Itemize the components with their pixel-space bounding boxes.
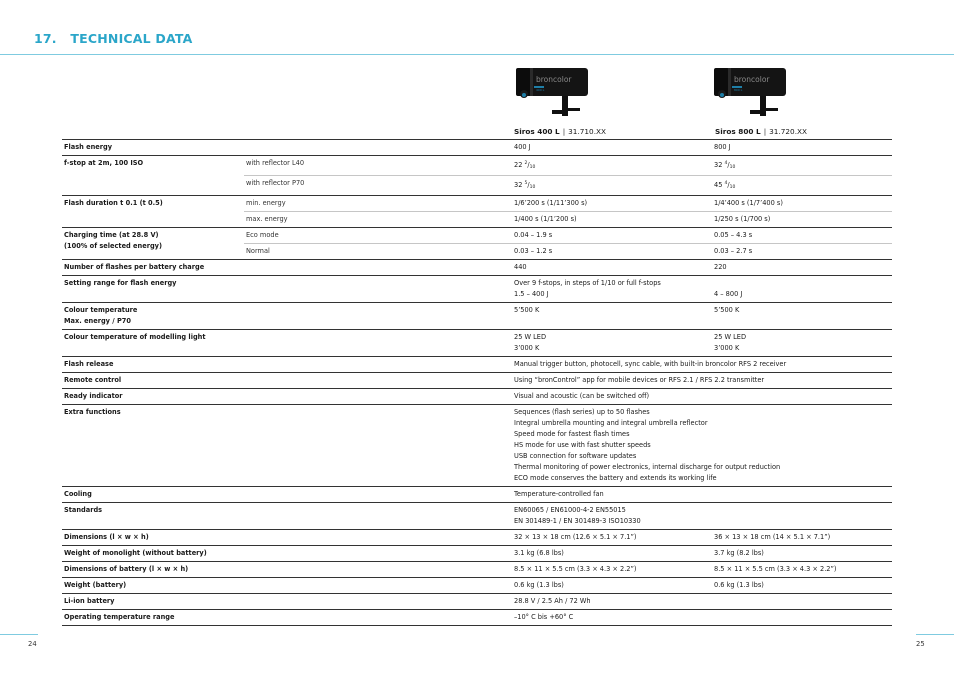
value-shared: 28.8 V / 2.5 Ah / 72 Wh (512, 594, 892, 610)
table-row (62, 610, 892, 626)
value-400: 0.03 – 1.2 s (512, 244, 712, 260)
table-row (62, 276, 892, 303)
extra-function-item: Integral umbrella mounting and integral umbrella reflector (514, 419, 708, 427)
table-row (62, 330, 892, 357)
value-800: 25 W LED 3’000 K (712, 330, 892, 357)
siros-800-image (710, 64, 790, 122)
value-shared: –10° C bis +60° C (512, 610, 892, 626)
row-label: Colour temperature of modelling light (62, 330, 244, 357)
extra-function-item: ECO mode conserves the battery and extends its working life (514, 474, 717, 482)
table-row (62, 487, 892, 503)
row-label: Charging time (at 28.8 V) (100% of selected energy) (62, 228, 244, 260)
extra-function-item: USB connection for software updates (514, 452, 637, 460)
model-badge-400: 400 L (536, 88, 545, 92)
model-badge-800: 800 L (734, 88, 743, 92)
value-800: 3.7 kg (8.2 lbs) (712, 546, 892, 562)
table-row (62, 228, 892, 244)
row-label: Dimensions of battery (l × w × h) (62, 562, 244, 578)
range-note: Over 9 f-stops, in steps of 1/10 or full f-stops (514, 279, 661, 287)
row-label: Li-ion battery (62, 594, 244, 610)
value-800: 0.05 – 4.3 s (712, 228, 892, 244)
extra-function-item: Speed mode for fastest flash times (514, 430, 630, 438)
row-condition: with reflector L40 (244, 156, 512, 176)
siros-400-image (512, 64, 592, 122)
row-condition: max. energy (244, 212, 512, 228)
product-code: 31.720.XX (769, 127, 808, 136)
value-shared: Using “bronControl” app for mobile devices or RFS 2.1 / RFS 2.2 transmitter (512, 373, 892, 389)
row-label: Setting range for flash energy (62, 276, 244, 303)
row-label: Flash release (62, 357, 244, 373)
heading-title: TECHNICAL DATA (70, 31, 193, 46)
row-label: Remote control (62, 373, 244, 389)
product-header-400: Siros 400 L | 31.710.XX (514, 127, 607, 136)
value-400: 1/400 s (1/1’200 s) (512, 212, 712, 228)
brand-logo-400: broncolor (536, 75, 572, 84)
product-code: 31.710.XX (568, 127, 607, 136)
value-400: 5’500 K (512, 303, 712, 330)
row-label: Weight (battery) (62, 578, 244, 594)
row-label: Standards (62, 503, 244, 530)
table-row (62, 530, 892, 546)
row-label: Number of flashes per battery charge (62, 260, 244, 276)
table-row (62, 156, 892, 176)
table-row (62, 389, 892, 405)
value-800: 800 J (712, 140, 892, 156)
value-400: 440 (512, 260, 712, 276)
product-name: Siros 800 L (715, 127, 761, 136)
value-400: 32 × 13 × 18 cm (12.6 × 5.1 × 7.1”) (512, 530, 712, 546)
value-400: 3.1 kg (6.8 lbs) (512, 546, 712, 562)
table-row (62, 578, 892, 594)
product-name: Siros 400 L (514, 127, 560, 136)
row-label: Colour temperature Max. energy / P70 (62, 303, 244, 330)
row-condition: Eco mode (244, 228, 512, 244)
value-800: 32 $^4/_{10}$ (712, 156, 892, 176)
row-label: Dimensions (l × w × h) (62, 530, 244, 546)
table-row (62, 303, 892, 330)
footer-rule-right (916, 634, 954, 635)
table-row (62, 357, 892, 373)
value-800: 4 – 800 J (714, 290, 743, 298)
table-row (62, 503, 892, 530)
footer-rule-left (0, 634, 38, 635)
value-800: 45 $^4/_{10}$ (712, 176, 892, 196)
value-range (512, 276, 892, 303)
technical-data-table (62, 139, 892, 626)
value-800: 36 × 13 × 18 cm (14 × 5.1 × 7.1”) (712, 530, 892, 546)
row-label: Weight of monolight (without battery) (62, 546, 244, 562)
page-heading (34, 31, 193, 46)
row-label: Extra functions (62, 405, 244, 487)
brand-logo-800: broncolor (734, 75, 770, 84)
row-condition: with reflector P70 (244, 176, 512, 196)
value-400: 1/6’200 s (1/11’300 s) (512, 196, 712, 212)
value-400: 0.6 kg (1.3 lbs) (512, 578, 712, 594)
table-row (62, 594, 892, 610)
row-label: Flash duration t 0.1 (t 0.5) (62, 196, 244, 228)
table-row (62, 562, 892, 578)
value-400: 400 J (512, 140, 712, 156)
table-row (62, 196, 892, 212)
extra-function-item: Sequences (flash series) up to 50 flashes (514, 408, 650, 416)
value-shared: Visual and acoustic (can be switched off) (512, 389, 892, 405)
value-400: 32 $^5/_{10}$ (512, 176, 712, 196)
row-condition: Normal (244, 244, 512, 260)
extra-function-item: HS mode for use with fast shutter speeds (514, 441, 651, 449)
value-shared: Temperature-controlled fan (512, 487, 892, 503)
heading-rule (0, 54, 954, 55)
page-number-right: 25 (916, 640, 925, 648)
value-400: 8.5 × 11 × 5.5 cm (3.3 × 4.3 × 2.2”) (512, 562, 712, 578)
row-label: Cooling (62, 487, 244, 503)
value-shared: EN60065 / EN61000-4-2 EN55015 EN 301489-1 / EN 301489-3 ISO10330 (512, 503, 892, 530)
table-row (62, 140, 892, 156)
value-800: 1/250 s (1/700 s) (712, 212, 892, 228)
value-800: 0.03 – 2.7 s (712, 244, 892, 260)
value-800: 0.6 kg (1.3 lbs) (712, 578, 892, 594)
value-400: 25 W LED 3’000 K (512, 330, 712, 357)
value-400: 0.04 – 1.9 s (512, 228, 712, 244)
product-header-800: Siros 800 L | 31.720.XX (715, 127, 808, 136)
value-shared (512, 405, 892, 487)
row-label: f-stop at 2m, 100 ISO (62, 156, 244, 196)
value-800: 220 (712, 260, 892, 276)
table-row (62, 546, 892, 562)
value-400: 22 $^2/_{10}$ (512, 156, 712, 176)
page-number-left: 24 (28, 640, 37, 648)
table-row (62, 260, 892, 276)
value-400: 1.5 – 400 J (514, 290, 549, 298)
value-800: 5’500 K (712, 303, 892, 330)
row-condition: min. energy (244, 196, 512, 212)
row-label: Ready indicator (62, 389, 244, 405)
extra-function-item: Thermal monitoring of power electronics, internal discharge for output reduction (514, 463, 781, 471)
table-row (62, 373, 892, 389)
value-800: 1/4’400 s (1/7’400 s) (712, 196, 892, 212)
row-label: Flash energy (62, 140, 244, 156)
table-row (62, 405, 892, 487)
value-shared: Manual trigger button, photocell, sync cable, with built-in broncolor RFS 2 receiver (512, 357, 892, 373)
value-800: 8.5 × 11 × 5.5 cm (3.3 × 4.3 × 2.2”) (712, 562, 892, 578)
row-label: Operating temperature range (62, 610, 244, 626)
heading-number: 17. (34, 31, 57, 46)
